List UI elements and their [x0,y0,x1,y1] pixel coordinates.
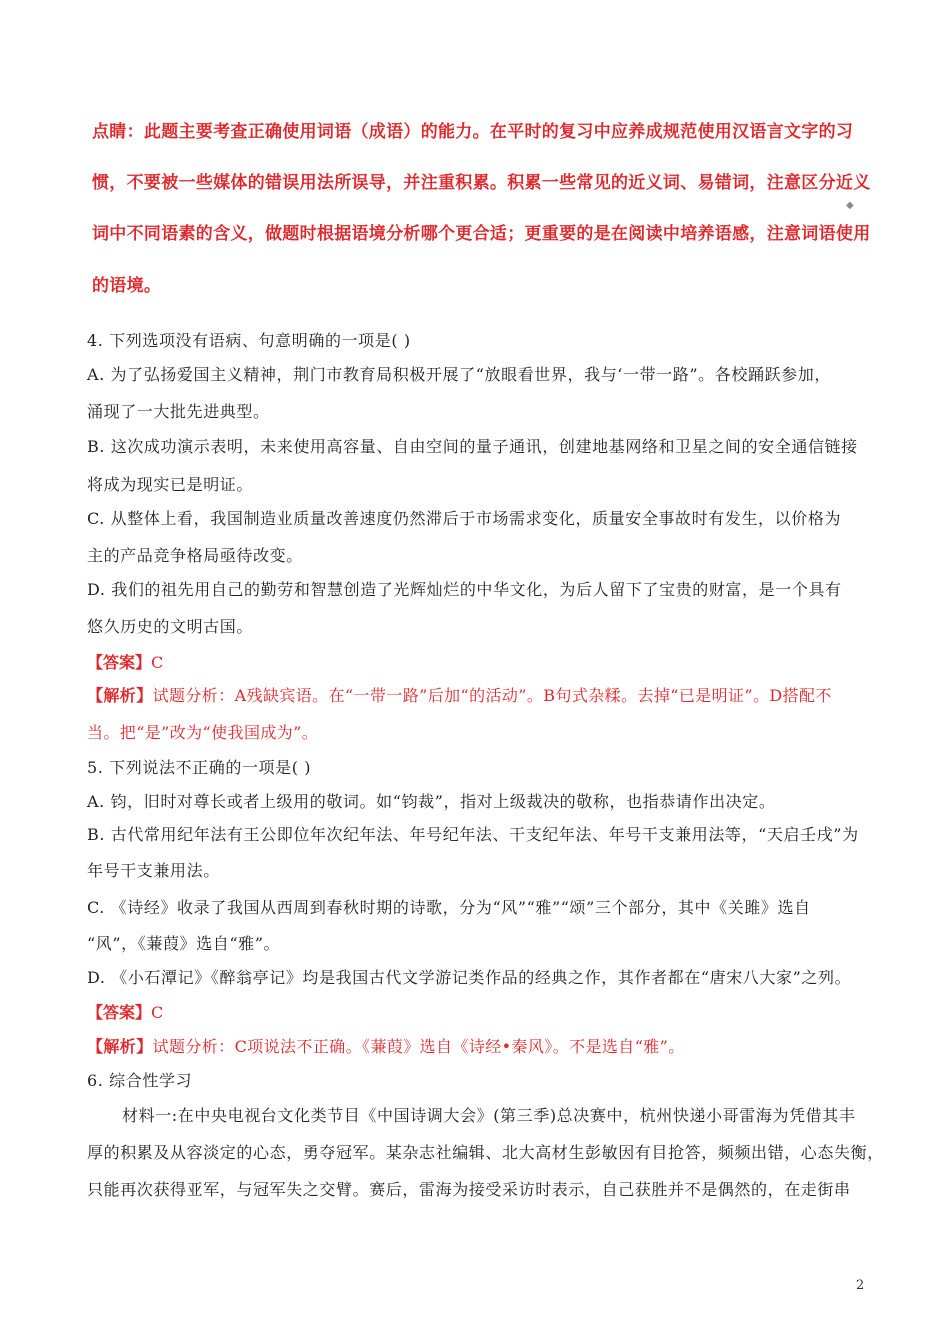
q4-analysis-line-1 [87,683,832,706]
q5-option-a-line-1: A. 钧，旧时对尊长或者上级用的敬词。如“钧裁”，指对上级裁决的敬称，也指恭请作出决定。 [87,792,776,811]
question-6-stem: 6. 综合性学习 [87,1071,193,1090]
q5-answer [87,1000,163,1023]
page-number: 2 [856,1278,865,1293]
q5-analysis-line-1 [87,1034,685,1057]
commentary-line-1: 点睛：此题主要考查正确使用词语（成语）的能力。在平时的复习中应养成规范使用汉语言文字的习 [92,122,854,142]
q4-option-a-line-2: 涌现了一大批先进典型。 [87,402,270,421]
q5-option-b-line-2: 年号干支兼用法。 [87,861,220,880]
analysis-text: 试题分析：C项说法不正确。《蒹葭》选自《诗经•秦风》。不是选自“雅”。 [152,1037,685,1056]
q4-answer [87,650,163,673]
q4-option-b-line-2: 将成为现实已是明证。 [87,475,254,494]
analysis-label: 【解析】 [87,686,153,705]
q4-option-a-line-1: A. 为了弘扬爱国主义精神，荆门市教育局积极开展了“放眼看世界，我与‘一带一路”。各校踊跃参加， [87,365,831,384]
q6-material-line-2: 厚的积累及从容淡定的心态，勇夺冠军。某杂志社编辑、北大高材生彭敏因有目抢答，频频出错，心态失衡， [87,1143,884,1162]
analysis-label: 【解析】 [87,1037,153,1056]
question-4-stem: 4. 下列选项没有语病、句意明确的一项是( ) [87,331,411,350]
q4-option-d-line-2: 悠久历史的文明古国。 [87,617,254,636]
q5-option-d-line-1: D. 《小石潭记》《醉翁亭记》均是我国古代文学游记类作品的经典之作，其作者都在“唐宋八大家”之列。 [87,968,852,987]
question-5-stem: 5. 下列说法不正确的一项是( ) [87,758,312,777]
answer-label: 【答案】 [87,1003,152,1022]
commentary-line-3: 词中不同语素的含义，做题时根据语境分析哪个更合适；更重要的是在阅读中培养语感，注意词语使用 [92,224,871,244]
q4-option-d-line-1: D. 我们的祖先用自己的勤劳和智慧创造了光辉灿烂的中华文化，为后人留下了宝贵的财富，是一个具有 [87,580,842,599]
commentary-line-2: 惯，不要被一些媒体的错误用法所误导，并注重积累。积累一些常见的近义词、易错词，注意区分近义 [92,173,871,193]
commentary-line-4: 的语境。 [92,276,162,296]
answer-label: 【答案】 [87,653,152,672]
q4-analysis-line-2: 当。把“是”改为“使我国成为”。 [87,723,319,742]
q5-option-b-line-1: B. 古代常用纪年法有王公即位年次纪年法、年号纪年法、干支纪年法、年号干支兼用法等，“天启壬戌”为 [87,825,859,844]
q4-option-c-line-2: 主的产品竞争格局亟待改变。 [87,546,303,565]
q5-option-c-line-1: C. 《诗经》收录了我国从西周到春秋时期的诗歌，分为“风”“雅”“颂”三个部分，其中《关雎》选自 [87,898,811,917]
answer-value: C [151,1003,164,1022]
stray-mark: ◆ [846,200,854,211]
q5-option-c-line-2: “风”，《蒹葭》选自“雅”。 [87,934,281,953]
q4-option-b-line-1: B. 这次成功演示表明，未来使用高容量、自由空间的量子通讯，创建地基网络和卫星之间的安全通信链接 [87,437,858,456]
q6-material-line-1: 材料一:在中央电视台文化类节目《中国诗调大会》(第三季)总决赛中，杭州快递小哥雷海为凭借其丰 [122,1106,856,1125]
q6-material-line-3: 只能再次获得亚军，与冠军失之交臂。赛后，雷海为接受采访时表示，自己获胜并不是偶然的，在走街串 [87,1180,851,1199]
q4-option-c-line-1: C. 从整体上看，我国制造业质量改善速度仍然滞后于市场需求变化，质量安全事故时有发生，以价格为 [87,509,842,528]
answer-value: C [151,653,164,672]
analysis-text: 试题分析：A残缺宾语。在“一带一路”后加“的活动”。B句式杂糅。去掉“已是明证”。D搭配不 [152,686,832,705]
